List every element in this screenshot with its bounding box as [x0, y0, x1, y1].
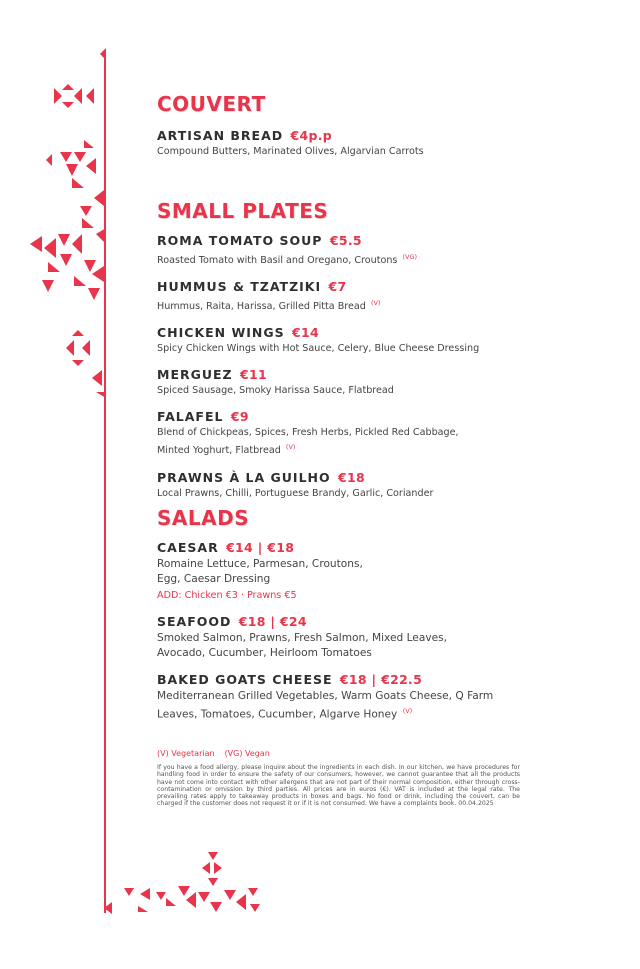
legend-vegetarian: (V) Vegetarian	[157, 749, 215, 758]
item-description-line: Romaine Lettuce, Parmesan, Croutons,	[157, 558, 363, 570]
item-price: €18 | €22.5	[339, 672, 423, 687]
diet-tag: (V)	[370, 299, 381, 308]
item-description: Roasted Tomato with Basil and Oregano, Croutons	[157, 255, 398, 267]
item-description: Spicy Chicken Wings with Hot Sauce, Celery, Blue Cheese Dressing	[157, 343, 480, 355]
item-price: €14	[292, 325, 320, 341]
menu-item-caesar	[157, 540, 527, 603]
menu-item-artisan-bread	[157, 128, 527, 159]
menu-item-chicken-wings	[157, 325, 527, 356]
item-price: €9	[230, 409, 249, 425]
item-name: BAKED GOATS CHEESE	[157, 672, 333, 687]
item-description-line: Egg, Caesar Dressing	[157, 573, 271, 585]
menu-item-baked-goats-cheese	[157, 672, 527, 723]
menu-item-prawns-a-la-guilho	[157, 470, 527, 501]
item-description: Local Prawns, Chilli, Portuguese Brandy, Garlic, Coriander	[157, 487, 434, 499]
item-price: €4p.p	[290, 128, 333, 143]
item-name: PRAWNS À LA GUILHO	[157, 469, 331, 485]
allergy-disclaimer: If you have a food allergy, please inquire about the ingredients in each dish. In our kitchen, we have procedures for handling food in order to ensure the safety of our consumers, however, we cannot guarantee that all the products have not come into contact with other allergens that are not part of their normal composition, either through cross-contamination or omission by third parties. All prices are in euros (€). VAT is included at the legal rate. The prevailing rates apply to takeaway products in boxes and bags. No food or drink, including the couvert, can be charged if the customer does not request it or if it is not consumed. We have a complaints book. 00.04.2025	[157, 764, 520, 808]
section-couvert	[157, 92, 527, 159]
item-name: CHICKEN WINGS	[157, 325, 285, 341]
item-price: €11	[239, 367, 267, 383]
diet-tag: (V)	[285, 443, 296, 452]
item-price: €5.5	[329, 233, 362, 248]
section-small-plates	[157, 199, 527, 501]
menu-item-hummus-tzatziki	[157, 279, 527, 314]
item-price: €14 | €18	[226, 540, 295, 555]
menu-item-falafel	[157, 409, 527, 458]
item-description-line: Avocado, Cucumber, Heirloom Tomatoes	[157, 647, 372, 659]
item-name: ROMA TOMATO SOUP	[157, 233, 323, 248]
item-price: €18	[338, 469, 365, 485]
geometric-pattern-bottom	[100, 848, 270, 918]
menu-item-merguez	[157, 367, 527, 398]
diet-tag: (VG)	[402, 253, 418, 261]
diet-legend	[157, 749, 520, 758]
item-name: ARTISAN BREAD	[157, 128, 284, 143]
section-title-small-plates: SMALL PLATES	[157, 199, 329, 223]
item-name: HUMMUS & TZATZIKI	[157, 279, 322, 295]
item-name: MERGUEZ	[157, 367, 233, 383]
item-description-line: Smoked Salmon, Prawns, Fresh Salmon, Mixed Leaves,	[157, 632, 447, 644]
menu-item-seafood	[157, 614, 527, 661]
item-name: FALAFEL	[157, 409, 224, 425]
legend-vegan: (VG) Vegan	[224, 749, 270, 758]
item-price: €18 | €24	[238, 614, 307, 629]
item-description-line: Mediterranean Grilled Vegetables, Warm Goats Cheese, Q Farm	[157, 690, 494, 702]
item-description: Hummus, Raita, Harissa, Grilled Pitta Bread	[157, 301, 366, 313]
item-name: CAESAR	[157, 540, 219, 555]
section-salads	[157, 506, 527, 723]
diet-tag: (V)	[402, 707, 413, 715]
item-description: Compound Butters, Marinated Olives, Algarvian Carrots	[157, 146, 424, 157]
menu-item-roma-tomato-soup	[157, 233, 527, 268]
section-title-couvert: COUVERT	[157, 92, 266, 116]
section-title-salads: SALADS	[157, 506, 250, 530]
geometric-pattern-top	[22, 48, 108, 398]
item-description-line: Leaves, Tomatoes, Cucumber, Algarve Honey	[157, 708, 398, 721]
footnote	[157, 749, 520, 808]
item-description-line: Blend of Chickpeas, Spices, Fresh Herbs, Pickled Red Cabbage,	[157, 427, 459, 439]
item-addon: ADD: Chicken €3 · Prawns €5	[157, 590, 297, 601]
item-description-line: Minted Yoghurt, Flatbread	[157, 445, 281, 457]
item-name: SEAFOOD	[157, 614, 232, 629]
item-description: Spiced Sausage, Smoky Harissa Sauce, Flatbread	[157, 385, 394, 397]
item-price: €7	[328, 279, 347, 295]
